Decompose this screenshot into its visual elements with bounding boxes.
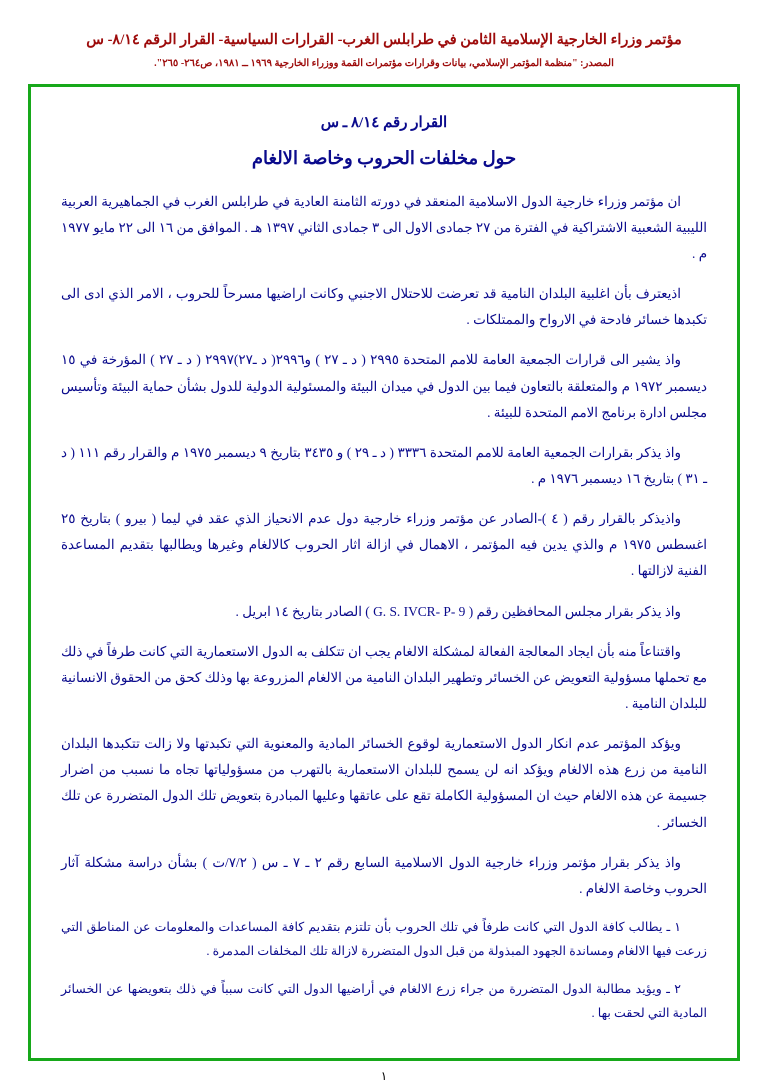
document-title: حول مخلفات الحروب وخاصة الالغام	[251, 147, 517, 168]
paragraph: ١ ـ يطالب كافة الدول التي كانت طرفاً في تلك الحروب بأن تلتزم بتقديم كافة المساعدات والمعلومات عن المناطق التي زرعت فيها الالغام ومساندة الجهود المبذولة من قبل الدول المتضررة لازالة تلك المخلفات المدمرة .	[61, 919, 707, 958]
paragraph: واذ يذكر بقرار مجلس المحافظين رقم ( G. S. IVCR- P- 9 ) الصادر بتاريخ ١٤ ابريل .	[235, 603, 681, 619]
paragraph: اذيعترف بأن اغلبية البلدان النامية قد تعرضت للاحتلال الاجنبي وكانت اراضيها مسرحاً للحروب ، الامر الذي ادى الى تكبدها خسائر فادحة في الارواح والممتلكات .	[61, 286, 707, 328]
page-header	[28, 30, 740, 72]
paragraph: ٢ ـ ويؤيد مطالبة الدول المتضررة من جراء زرع الالغام في أراضيها الدول التي كانت سبباً في ذلك بتعويضها عن الخسائر المادية التي لحقت بها .	[61, 981, 707, 1020]
header-title: مؤتمر وزراء الخارجية الإسلامية الثامن في طرابلس الغرب- القرارات السياسية- القرار الرقم ٨/١٤- س	[86, 32, 682, 48]
paragraph: واذ يذكر بقرار مؤتمر وزراء خارجية الدول الاسلامية السابع رقم ٢ ـ ٧ ـ س ( ٧/٢/ت ) بشأن دراسة مشكلة آثار الحروب وخاصة الالغام .	[61, 854, 707, 896]
paragraph: ويؤكد المؤتمر عدم انكار الدول الاستعمارية لوقوع الخسائر المادية والمعنوية التي تكبدتها ولا زالت تتكبدها البلدان النامية من زرع هذه الالغام ويؤكد انه لن يسمح للبلدان الاستعمارية بالتهرب من مسؤولياتها تجاه ما نسبب من اضرار جسيمة عن هذه الالغام حيث ان المسؤولية الكاملة تقع على عاتقها وعليها المبادرة بتعويض تلك الدول المتضررة عن تلك الخسائر .	[61, 736, 707, 830]
paragraph: ان مؤتمر وزراء خارجية الدول الاسلامية المنعقد في دورته الثامنة العادية في طرابلس الغرب في الجماهيرية العربية الليبية الشعبية الاشتراكية في الفترة من ٢٧ جمادى الاول الى ٣ جمادى الثاني ١٣٩٧ هـ . الموافق من ١٦ الى ٢٢ مايو ١٩٧٧ م .	[61, 193, 708, 262]
resolution-number: القرار رقم ٨/١٤ ـ س	[320, 114, 448, 131]
paragraph: واقتناعاً منه بأن ايجاد المعالجة الفعالة لمشكلة الالغام يجب ان تتكلف به الدول الاستعمارية التي كانت طرفاً في ذلك مع تحملها مسؤولية التعويض عن الخسائر وتطهير البلدان النامية من الالغام المزروعة بها وذلك كحق من الحقوق الانسانية للبلدان النامية .	[61, 643, 707, 711]
paragraph: واذيذكر بالقرار رقم ( ٤ )-الصادر عن مؤتمر وزراء خارجية دول عدم الانحياز الذي عقد في ليما ( بيرو ) بتاريخ ٢٥ اغسطس ١٩٧٥ م والذي يدين فيه المؤتمر ، الاهمال في ازالة اثار الحروب كالالغام وغيرها ويطالبها بتقديم المساعدة الفنية لازالتها .	[61, 511, 707, 579]
header-source: المصدر: "منظمة المؤتمر الإسلامي، بيانات وقرارات مؤتمرات القمة ووزراء الخارجية ١٩٦٩ ــ ١٩٨١، ص٢٦٤- ٢٦٥".	[154, 57, 614, 69]
document-frame	[28, 84, 740, 1061]
page-number: ١	[380, 1068, 388, 1083]
paragraph: واذ يشير الى قرارات الجمعية العامة للامم المتحدة ٢٩٩٥ ( د ـ ٢٧ ) و٢٩٩٦( د ـ٢٧)٢٩٩٧ ( د ـ ٢٧ ) المؤرخة في ١٥ ديسمبر ١٩٧٢ م والمتعلقة بالتعاون فيما بين الدول في ميدان البيئة والمسئولية الدولية للدول بشأن حماية البيئة وتأسيس مجلس ادارة برنامج الامم المتحدة للبيئة .	[61, 352, 708, 420]
paragraph: واذ يذكر بقرارات الجمعية العامة للامم المتحدة ٣٣٣٦ ( د ـ ٢٩ ) و ٣٤٣٥ بتاريخ ٩ ديسمبر ١٩٧٥ م والقرار رقم ١١١ ( د ـ ٣١ ) بتاريخ ١٦ ديسمبر ١٩٧٦ م .	[61, 444, 707, 487]
